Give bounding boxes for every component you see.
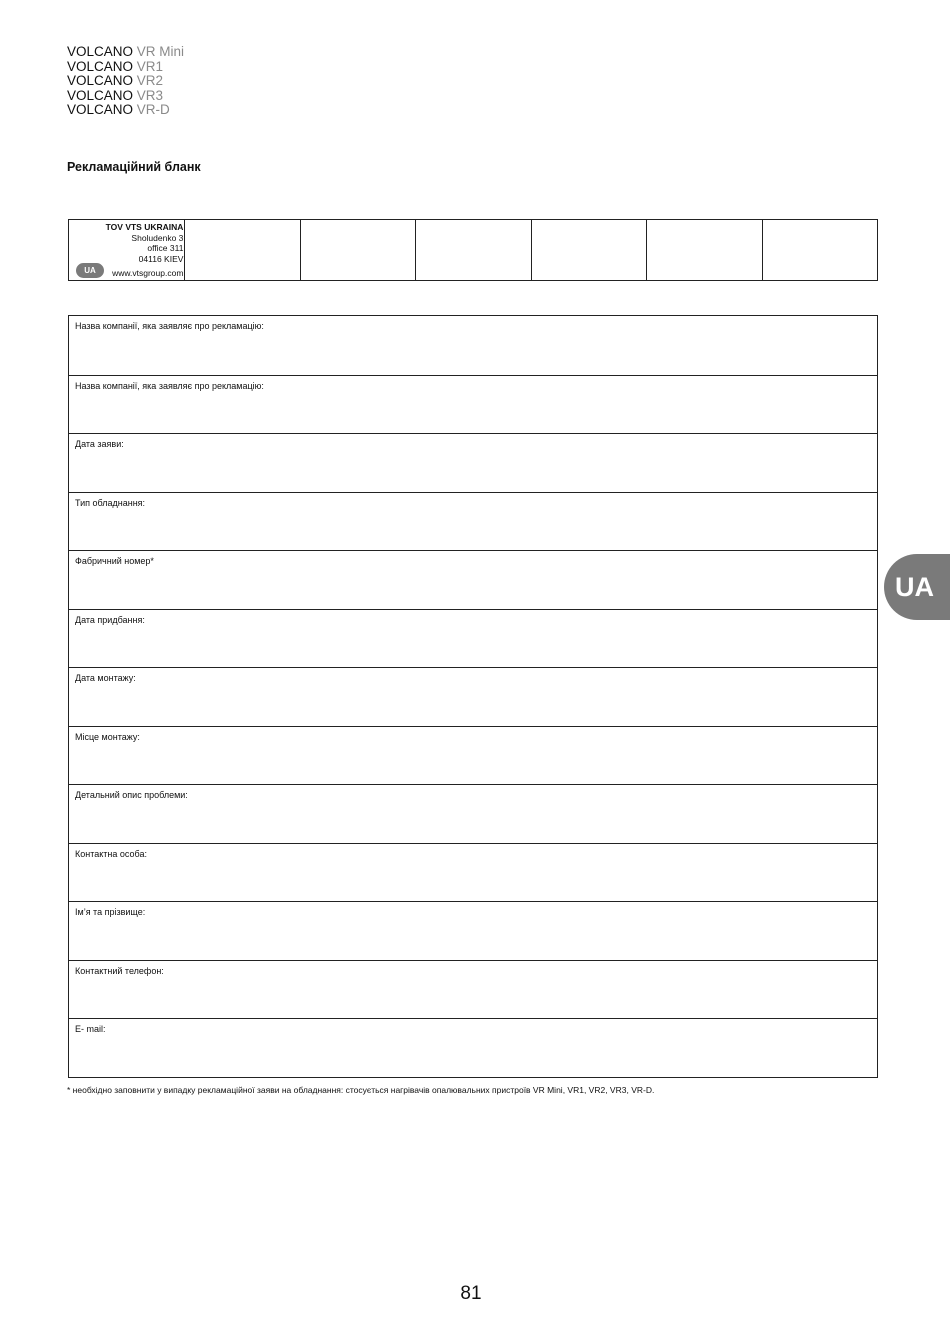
model-variant: VR1 — [136, 58, 164, 74]
field-label: Фабричний номер* — [75, 556, 154, 566]
field-label: Детальний опис проблеми: — [75, 790, 188, 800]
model-row — [67, 74, 184, 89]
address-city: 04116 KIEV — [138, 253, 184, 264]
model-row — [67, 45, 184, 60]
field-label: Дата придбання: — [75, 614, 145, 625]
field-problem-description[interactable] — [69, 784, 877, 843]
address-office: office 311 — [147, 243, 184, 253]
footnote: * необхідно заповнити у випадку рекламаційної заяви на обладнання: стосується нагрівачів опалювальних пристроїв VR Mini, VR1, VR2, VR3, VR-D. — [67, 1085, 655, 1095]
field-label: Назва компанії, яка заявляє про рекламацію: — [75, 321, 264, 331]
model-brand: VOLCANO — [67, 73, 134, 88]
field-label: E- mail: — [75, 1024, 106, 1034]
field-label: Ім’я та прізвище: — [75, 907, 146, 917]
field-serial-number[interactable] — [69, 550, 877, 609]
field-email[interactable] — [69, 1018, 877, 1077]
field-company-name[interactable] — [69, 316, 877, 375]
field-label: Контактна особа: — [75, 848, 147, 859]
model-brand: VOLCANO — [67, 44, 134, 59]
field-label: Назва компанії, яка заявляє про рекламацію: — [75, 380, 264, 391]
field-installation-date[interactable] — [69, 667, 877, 726]
country-badge: UA — [76, 263, 104, 278]
model-variant: VR-D — [136, 102, 170, 117]
header-empty-cell — [531, 220, 646, 280]
field-label: Дата монтажу: — [75, 673, 136, 683]
field-label: Місце монтажу: — [75, 731, 140, 742]
website-link[interactable]: www.vtsgroup.com — [112, 267, 184, 278]
field-purchase-date[interactable] — [69, 609, 877, 668]
header-empty-cell — [184, 220, 299, 280]
address-street: Sholudenko 3 — [131, 232, 184, 243]
model-row — [67, 89, 184, 104]
header-empty-cell — [415, 220, 530, 280]
model-variant: VR2 — [136, 73, 164, 88]
header-empty-cell — [646, 220, 761, 280]
field-contact-person[interactable] — [69, 843, 877, 902]
model-brand: VOLCANO — [67, 102, 134, 117]
field-claim-date[interactable] — [69, 433, 877, 492]
company-name: TOV VTS UKRAINA — [105, 222, 184, 232]
language-tab: UA — [884, 554, 950, 620]
model-brand: VOLCANO — [67, 87, 134, 103]
address-cell — [69, 220, 184, 280]
field-company-name-2[interactable] — [69, 375, 877, 434]
model-variant: VR Mini — [136, 44, 185, 59]
model-row — [67, 60, 184, 75]
header-empty-cell — [762, 220, 877, 280]
field-label: Дата заяви: — [75, 439, 124, 449]
form-title: Рекламаційний бланк — [67, 160, 201, 174]
claim-form-fields — [68, 315, 878, 1078]
header-empty-cell — [300, 220, 415, 280]
field-label: Контактний телефон: — [75, 965, 164, 976]
page-number: 81 — [460, 1283, 482, 1304]
field-full-name[interactable] — [69, 901, 877, 960]
model-list — [67, 45, 184, 118]
model-brand: VOLCANO — [67, 58, 134, 74]
field-label: Тип обладнання: — [75, 497, 146, 508]
header-table — [68, 219, 878, 281]
field-equipment-type[interactable] — [69, 492, 877, 551]
model-row — [67, 103, 184, 118]
field-contact-phone[interactable] — [69, 960, 877, 1019]
field-installation-place[interactable] — [69, 726, 877, 785]
model-variant: VR3 — [136, 87, 164, 103]
